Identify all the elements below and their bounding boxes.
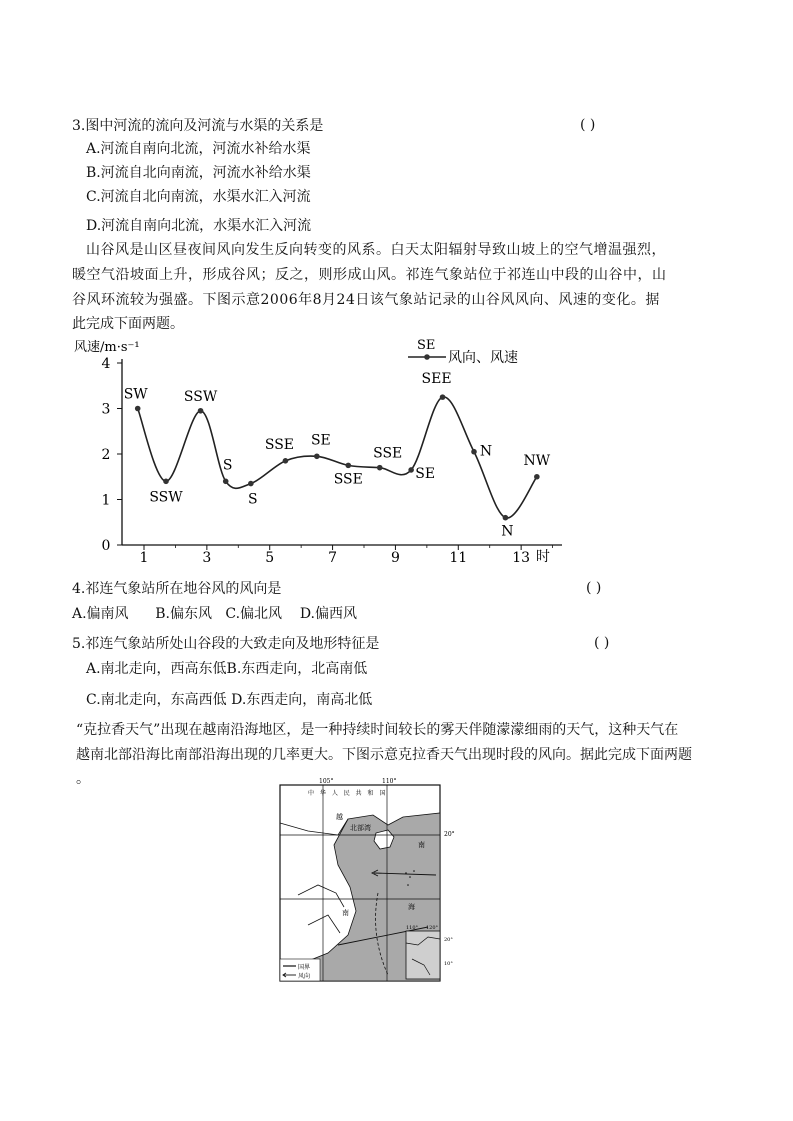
q3-answer-paren: ( ) (580, 117, 596, 133)
q5-options-line-1: A.南北走向，西高东低B.东西走向，北高南低 (86, 661, 368, 677)
map-inset-lon-110: 110° (406, 925, 419, 931)
chart-ylabel: 风速/m·s⁻¹ (74, 340, 140, 355)
y-tick-label: 1 (101, 492, 111, 509)
map-inset-lat-20: 20° (444, 937, 453, 943)
x-tick-label: 3 (202, 550, 212, 565)
vietnam-map (278, 775, 466, 985)
data-point-label: N (479, 443, 493, 460)
data-point (314, 453, 320, 459)
q3-stem: 3.图中河流的流向及河流与水渠的关系是 (72, 118, 324, 134)
map-legend-wind-label: 风向 (298, 973, 311, 980)
data-point-label: SSE (373, 445, 403, 462)
wind-chart-svg (70, 333, 575, 565)
q5-answer-paren: ( ) (594, 635, 610, 651)
chart-xlabel: 时 (536, 549, 550, 565)
q4-stem: 4.祁连气象站所在地谷风的风向是 (72, 581, 282, 597)
data-point-label: S (248, 491, 258, 508)
data-point (198, 408, 204, 414)
y-tick-label: 0 (101, 538, 111, 554)
legend-marker-label: SE (417, 338, 436, 353)
data-point (471, 449, 477, 455)
data-point (248, 481, 254, 487)
data-point-label: SW (123, 386, 148, 403)
map-nan-label: 南 (342, 909, 349, 917)
q3-option-c: C.河流自北向南流，水渠水汇入河流 (86, 189, 311, 205)
y-tick-label: 4 (101, 356, 111, 372)
data-point-label: SSW (183, 388, 218, 405)
y-tick-label: 2 (101, 447, 111, 463)
q3-option-a: A.河流自南向北流，河流水补给水渠 (86, 141, 311, 157)
data-point-label: SE (310, 432, 331, 449)
passage1-line-4: 此完成下面两题。 (72, 316, 184, 332)
map-lat-20-label: 20° (444, 831, 455, 838)
q5-stem: 5.祁连气象站所处山谷段的大致走向及地形特征是 (72, 636, 380, 652)
map-yue-label: 越 (336, 813, 343, 821)
q4-options: A.偏南风 B.偏东风 C.偏北风 D.偏西风 (72, 606, 357, 622)
map-sea-label-nan: 南 (418, 841, 425, 849)
vietnam-map-svg (278, 775, 466, 985)
wind-chart (70, 333, 575, 565)
map-sea-label-hai: 海 (408, 903, 415, 911)
map-country-label: 中 华 人 民 共 和 国 (308, 790, 388, 797)
data-point (345, 463, 351, 469)
passage1-line-3: 谷风环流较为强盛。下图示意2006年8月24日该气象站记录的山谷风风向、风速的变化。据 (72, 292, 660, 308)
data-point (503, 515, 509, 521)
data-point (534, 474, 540, 480)
map-legend-border-label: 国界 (298, 964, 311, 971)
y-tick-label: 3 (101, 401, 111, 418)
data-point-label: SSE (333, 471, 363, 488)
data-point (440, 394, 446, 400)
map-lon-105: 105° (319, 778, 334, 785)
data-point (377, 465, 383, 471)
passage2-line-2: 越南北部沿海比南部沿海出现的几率更大。下图示意克拉香天气出现时段的风向。据此完成下面两题 (76, 747, 692, 763)
data-point (135, 406, 141, 412)
q5-options-line-2: C.南北走向，东高西低 D.东西走向，南高北低 (86, 692, 373, 708)
map-lon-110: 110° (382, 778, 397, 785)
data-point-label: N (501, 523, 514, 540)
data-point-label: NW (523, 452, 551, 469)
x-tick-label: 13 (512, 550, 531, 565)
x-tick-label: 1 (139, 550, 149, 565)
passage1-line-1: 山谷风是山区昼夜间风向发生反向转变的风系。白天太阳辐射导致山坡上的空气增温强烈， (86, 242, 666, 258)
data-point (163, 479, 169, 485)
data-point (408, 467, 414, 473)
q3-option-d: D.河流自南向北流，水渠水汇入河流 (86, 218, 312, 234)
data-point (223, 479, 229, 485)
map-island-dot (407, 884, 409, 886)
data-point-label: SSW (149, 489, 183, 506)
map-island-dot (413, 870, 415, 872)
passage2-line-1: “克拉香天气”出现在越南沿海地区，是一种持续时间较长的雾天伴随濛濛细雨的天气，这种天气在 (76, 722, 679, 738)
data-point-label: S (222, 457, 233, 474)
map-island-dot (405, 872, 407, 874)
data-point (283, 458, 289, 464)
map-inset-lon-120: 120° (426, 925, 439, 931)
x-tick-label: 9 (390, 550, 400, 565)
data-point-label: SEE (421, 371, 452, 388)
x-tick-label: 11 (449, 550, 468, 565)
map-gulf-label: 北部湾 (350, 824, 371, 832)
passage1-line-2: 暖空气沿坡面上升，形成谷风；反之，则形成山风。祁连气象站位于祁连山中段的山谷中，山 (72, 267, 667, 283)
x-tick-label: 5 (265, 550, 275, 565)
passage2-line-3: 。 (76, 771, 90, 787)
legend-text: 风向、风速 (448, 350, 518, 366)
data-point-label: SSE (264, 436, 295, 453)
map-island-dot (409, 876, 411, 878)
legend-marker (424, 354, 430, 360)
q4-answer-paren: ( ) (586, 580, 602, 596)
x-tick-label: 7 (328, 550, 338, 565)
map-inset-lat-10: 10° (444, 961, 453, 967)
q3-option-b: B.河流自北向南流，河流水补给水渠 (86, 165, 311, 181)
data-point-label: SE (415, 465, 436, 482)
